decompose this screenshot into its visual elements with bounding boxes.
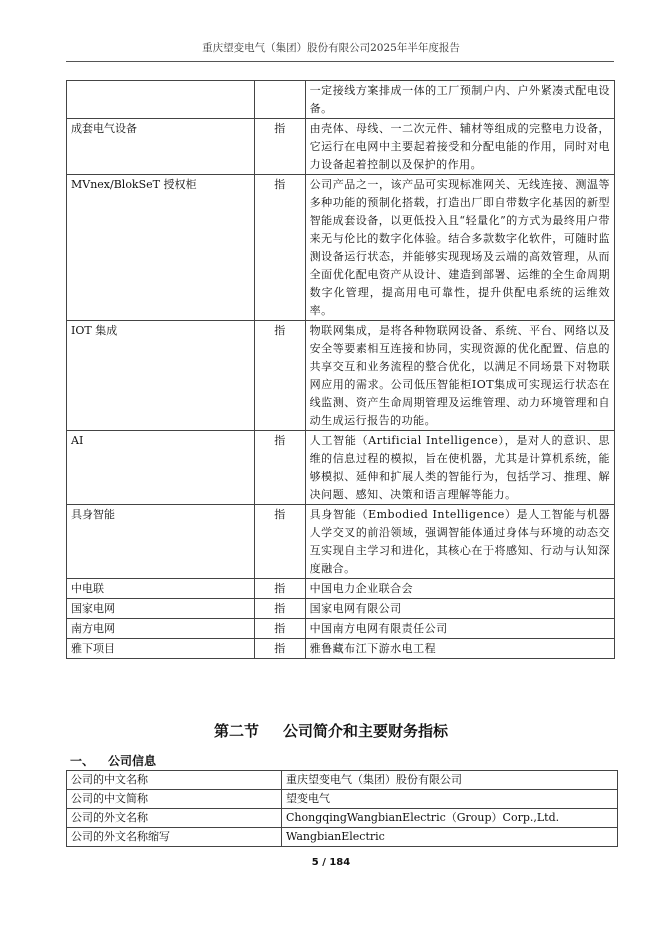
definition-row <box>67 119 615 175</box>
definitions-body <box>67 81 615 659</box>
definition-row <box>67 599 615 619</box>
definition-separator: 指 <box>254 639 305 659</box>
section-heading <box>0 720 662 741</box>
definition-row <box>67 81 615 119</box>
definition-row <box>67 579 615 599</box>
definition-term: 中电联 <box>67 579 255 599</box>
definition-row <box>67 619 615 639</box>
subsection-title: 公司信息 <box>108 754 157 768</box>
company-info-value: WangbianElectric <box>282 828 618 847</box>
definition-term: 成套电气设备 <box>67 119 255 175</box>
definition-text: 一定接线方案排成一体的工厂预制户内、户外紧凑式配电设备。 <box>305 81 614 119</box>
subsection-number: 一、 <box>70 754 95 768</box>
company-info-row <box>67 809 618 828</box>
definition-separator <box>254 81 305 119</box>
definition-text: 具身智能（Embodied Intelligence）是人工智能与机器人学交叉的前沿领域，强调智能体通过身体与环境的动态交互实现自主学习和进化，其核心在于将感知、行动与认知深度融合。 <box>305 505 614 579</box>
section-number: 第二节 <box>213 722 259 740</box>
definition-row <box>67 175 615 321</box>
definition-text: 物联网集成，是将各种物联网设备、系统、平台、网络以及安全等要素相互连接和协同，实现资源的优化配置、信息的共享交互和业务流程的整合优化，以满足不同场景下对物联网应用的需求。公司低压智能柜IOT集成可实现运行状态在线监测、资产生命周期管理及运维管理、动力环境管理和自动生成运行报告的功能。 <box>305 321 614 431</box>
subsection-heading <box>70 752 156 769</box>
company-info-label: 公司的外文名称 <box>67 809 282 828</box>
page-number: 5 / 184 <box>311 857 351 868</box>
definition-row <box>67 505 615 579</box>
definition-term: AI <box>67 431 255 505</box>
definition-term: MVnex/BlokSeT 授权柜 <box>67 175 255 321</box>
company-info-label: 公司的外文名称缩写 <box>67 828 282 847</box>
company-info-value: ChongqingWangbianElectric（Group）Corp.,Ltd. <box>282 809 618 828</box>
definition-text: 公司产品之一，该产品可实现标准网关、无线连接、测温等多种功能的预制化搭载，打造出厂即自带数字化基因的新型智能成套设备，以更低投入且“轻量化”的方式为最终用户带来无与伦比的数字化体验。结合多款数字化软件，可随时监测设备运行状态，并能够实现现场及云端的高效管理，从而全面优化配电资产从设计、建造到部署、运维的全生命周期数字化管理，提高用电可靠性，提升供配电系统的运维效率。 <box>305 175 614 321</box>
definition-term: 南方电网 <box>67 619 255 639</box>
definition-separator: 指 <box>254 175 305 321</box>
definition-text: 中国南方电网有限责任公司 <box>305 619 614 639</box>
definition-text: 人工智能（Artificial Intelligence），是对人的意识、思维的信息过程的模拟，旨在使机器，尤其是计算机系统，能够模拟、延伸和扩展人类的智能行为，包括学习、推理、解决问题、感知、决策和语言理解等能力。 <box>305 431 614 505</box>
company-info-label: 公司的中文名称 <box>67 771 282 790</box>
company-info-value: 望变电气 <box>282 790 618 809</box>
definition-separator: 指 <box>254 431 305 505</box>
definition-text: 国家电网有限公司 <box>305 599 614 619</box>
definition-separator: 指 <box>254 599 305 619</box>
definition-separator: 指 <box>254 619 305 639</box>
definition-row <box>67 431 615 505</box>
company-info-body <box>67 771 618 847</box>
company-info-row <box>67 790 618 809</box>
definition-text: 雅鲁藏布江下游水电工程 <box>305 639 614 659</box>
definition-separator: 指 <box>254 321 305 431</box>
definition-term: 国家电网 <box>67 599 255 619</box>
definition-term: IOT 集成 <box>67 321 255 431</box>
definition-separator: 指 <box>254 579 305 599</box>
definitions-table <box>66 80 615 659</box>
definition-term: 具身智能 <box>67 505 255 579</box>
company-info-row <box>67 771 618 790</box>
section-title: 公司简介和主要财务指标 <box>283 722 449 740</box>
header-rule <box>66 61 614 62</box>
definition-row <box>67 639 615 659</box>
definition-separator: 指 <box>254 119 305 175</box>
definition-separator: 指 <box>254 505 305 579</box>
definition-text: 由壳体、母线、一二次元件、辅材等组成的完整电力设备，它运行在电网中主要起着接受和分配电能的作用，同时对电力设备起着控制以及保护的作用。 <box>305 119 614 175</box>
definition-text: 中国电力企业联合会 <box>305 579 614 599</box>
company-info-row <box>67 828 618 847</box>
definition-term: 雅下项目 <box>67 639 255 659</box>
page-header: 重庆望变电气（集团）股份有限公司2025年半年度报告 <box>202 42 460 54</box>
definition-row <box>67 321 615 431</box>
company-info-table <box>66 770 618 847</box>
company-info-value: 重庆望变电气（集团）股份有限公司 <box>282 771 618 790</box>
company-info-label: 公司的中文简称 <box>67 790 282 809</box>
definition-term <box>67 81 255 119</box>
